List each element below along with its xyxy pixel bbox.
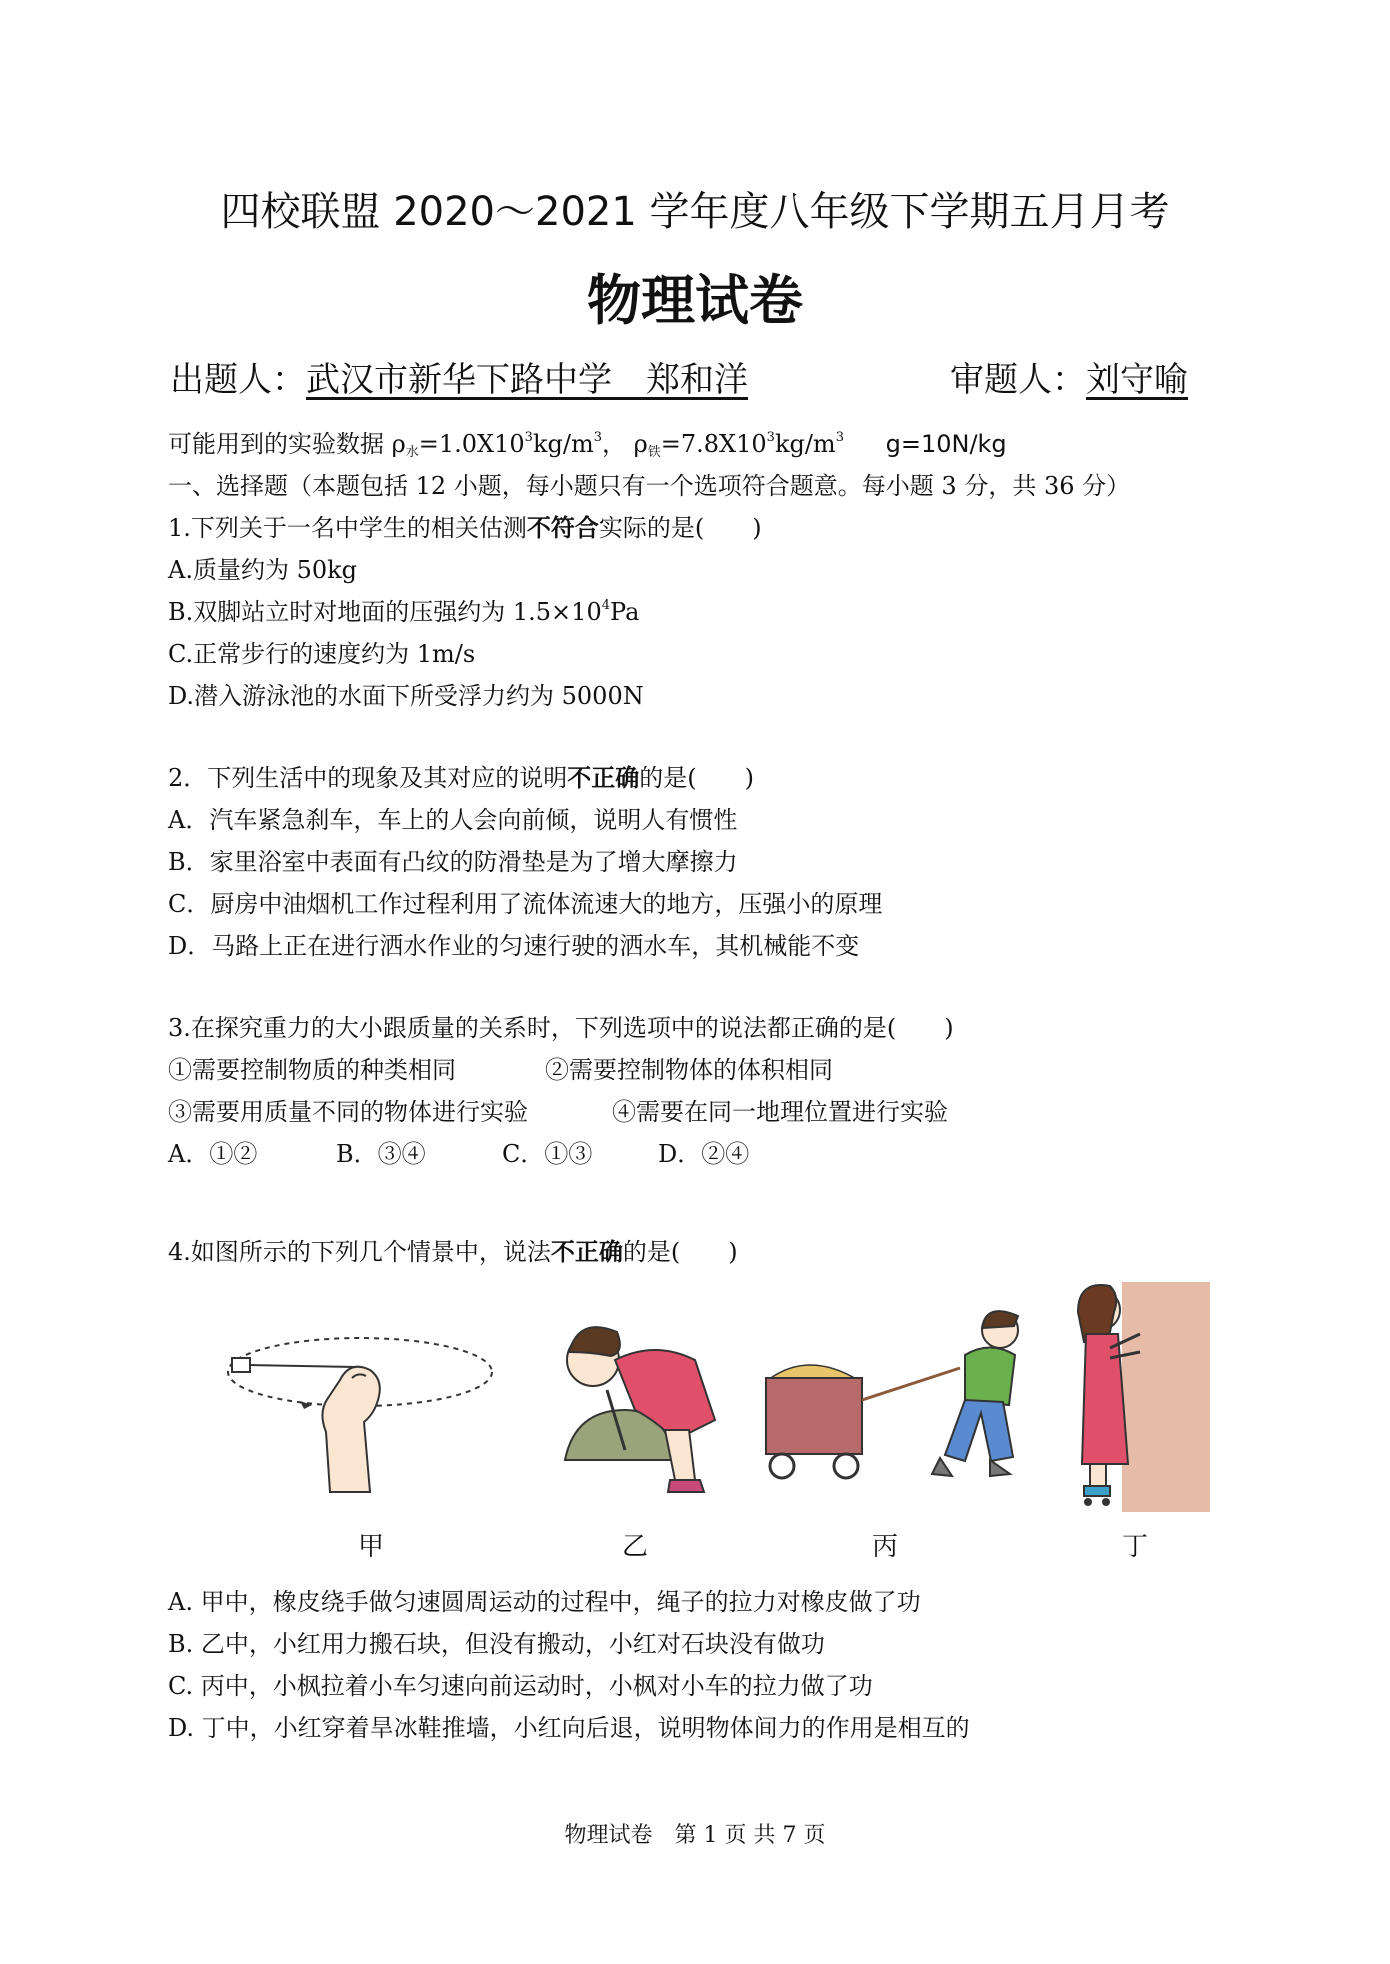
q1-option-b: B.双脚站立时对地面的压强约为 $1.5\times 10^4Pa$ (168, 598, 640, 626)
q2-option-d: D．马路上正在进行洒水作业的匀速行驶的洒水车，其机械能不变 (168, 932, 860, 960)
q4-option-a: A. 甲中，橡皮绕手做匀速圆周运动的过程中，绳子的拉力对橡皮做了功 (168, 1588, 921, 1616)
question-1: 1.下列关于一名中学生的相关估测不符合实际的是( ) (168, 514, 762, 542)
question-4: 4.如图所示的下列几个情景中，说法不正确的是( ) (168, 1238, 738, 1266)
q1-option-d: D.潜入游泳池的水面下所受浮力约为 5000N (168, 682, 644, 710)
figure-caption-ding: 丁 (1122, 1532, 1149, 1562)
figure-yi-illustration (545, 1290, 745, 1510)
exam-subject: 物理试卷 (587, 269, 803, 332)
figure-bing-illustration (760, 1300, 1050, 1500)
q4-option-b: B. 乙中，小红用力搬石块，但没有搬动，小红对石块没有做功 (168, 1630, 825, 1658)
author-label: 出题人： (170, 360, 306, 400)
q3-statement-2: ②需要控制物体的体积相同 (545, 1056, 833, 1084)
question-3: 3.在探究重力的大小跟质量的关系时，下列选项中的说法都正确的是( ) (168, 1014, 954, 1042)
q3-option-c: C．①③ (502, 1140, 593, 1168)
reviewer-label: 审题人： (950, 360, 1086, 400)
q3-option-d: D．②④ (658, 1140, 750, 1168)
reviewer-name: 刘守喻 (1086, 360, 1188, 400)
q4-option-c: C. 丙中，小枫拉着小车匀速向前运动时，小枫对小车的拉力做了功 (168, 1672, 873, 1700)
author-line (170, 352, 1220, 401)
constants-line: 可能用到的实验数据 $\rho_水=1.0X10^3kg/m^3$， $\rho_铁=7.8X10^3kg/m^3$ g=10N/kg (168, 430, 1007, 460)
figure-caption-yi: 乙 (622, 1532, 649, 1562)
question-2: 2．下列生活中的现象及其对应的说明不正确的是( ) (168, 764, 755, 792)
figure-caption-jia: 甲 (358, 1532, 385, 1562)
section-heading: 一、选择题（本题包括 12 小题，每小题只有一个选项符合题意。每小题 3 分，共 36 分） (168, 472, 1131, 500)
exam-title: 四校联盟 2020～2021 学年度八年级下学期五月月考 (220, 189, 1170, 235)
q3-option-a: A．①② (168, 1140, 258, 1168)
q3-statement-1: ①需要控制物质的种类相同 (168, 1056, 456, 1084)
q3-statement-4: ④需要在同一地理位置进行实验 (612, 1098, 948, 1126)
q2-option-a: A．汽车紧急刹车，车上的人会向前倾，说明人有惯性 (168, 806, 738, 834)
q2-option-b: B．家里浴室中表面有凸纹的防滑垫是为了增大摩擦力 (168, 848, 738, 876)
figure-jia-illustration (220, 1320, 520, 1510)
figure-caption-bing: 丙 (872, 1532, 899, 1562)
q4-option-d: D. 丁中，小红穿着旱冰鞋推墙，小红向后退，说明物体间力的作用是相互的 (168, 1714, 970, 1742)
q3-statement-3: ③需要用质量不同的物体进行实验 (168, 1098, 528, 1126)
page-footer: 物理试卷 第 1 页 共 7 页 (564, 1823, 826, 1848)
q1-option-c: C.正常步行的速度约为 1m/s (168, 640, 476, 668)
q1-option-a: A.质量约为 50kg (168, 556, 358, 584)
q3-option-b: B．③④ (336, 1140, 426, 1168)
author-name: 武汉市新华下路中学 郑和洋 (306, 360, 748, 400)
figure-ding-illustration (1060, 1282, 1210, 1512)
q2-option-c: C．厨房中油烟机工作过程利用了流体流速大的地方，压强小的原理 (168, 890, 883, 918)
